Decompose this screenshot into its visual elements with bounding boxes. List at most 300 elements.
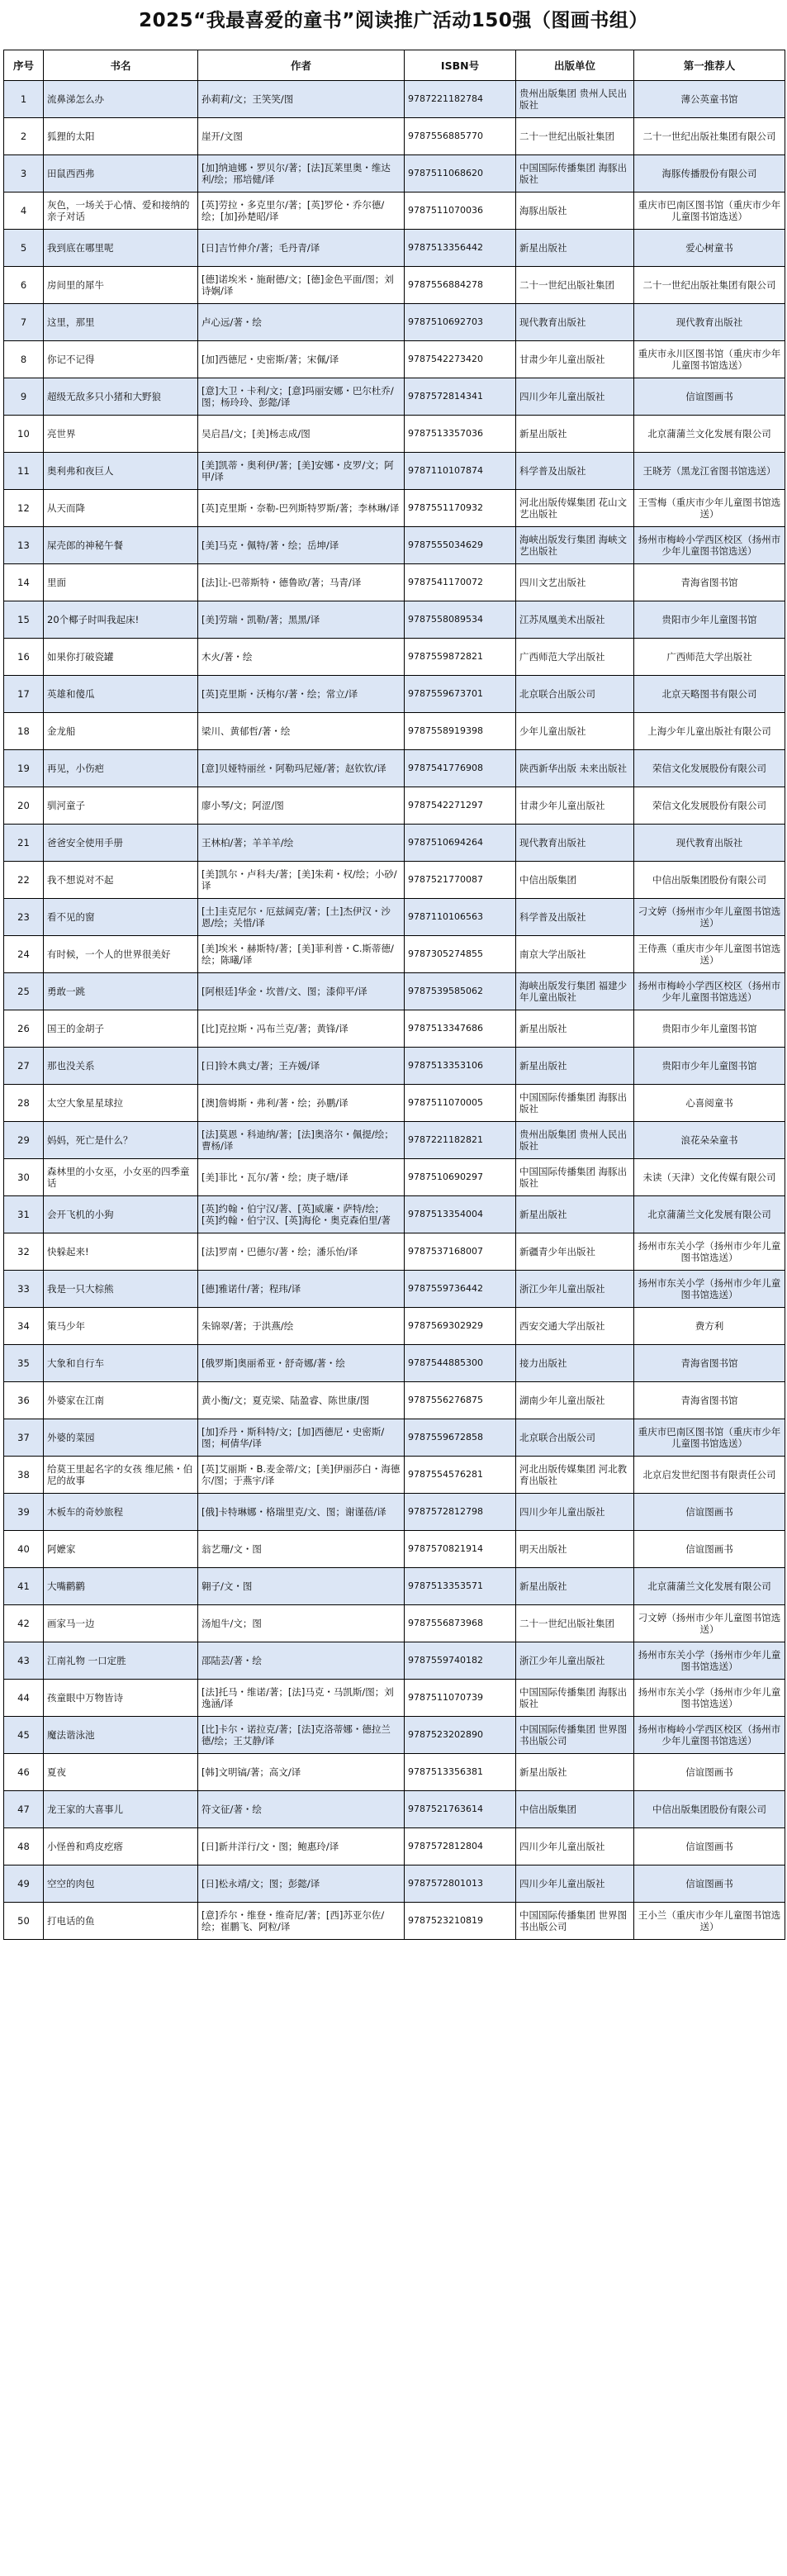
cell-recommender: 重庆市永川区图书馆（重庆市少年儿童图书馆选送） [634,341,785,378]
cell-author: [美]劳瑞・凯勒/著；黑黑/译 [198,601,405,639]
cell-isbn: 9787541170072 [405,564,516,601]
table-row [4,713,785,750]
cell-isbn: 9787544885300 [405,1345,516,1382]
table-row [4,750,785,787]
cell-isbn: 9787570821914 [405,1531,516,1568]
cell-no: 6 [4,267,44,304]
cell-publisher: 新星出版社 [516,1048,634,1085]
cell-publisher: 北京联合出版公司 [516,676,634,713]
cell-no: 18 [4,713,44,750]
header-recommender: 第一推荐人 [634,50,785,81]
cell-no: 14 [4,564,44,601]
cell-isbn: 9787558089534 [405,601,516,639]
table-row [4,1196,785,1233]
cell-isbn: 9787559672858 [405,1419,516,1457]
cell-author: 孙莉莉/文；王笑笑/图 [198,81,405,118]
cell-isbn: 9787572814341 [405,378,516,416]
cell-no: 10 [4,416,44,453]
cell-recommender: 二十一世纪出版社集团有限公司 [634,118,785,155]
cell-publisher: 科学普及出版社 [516,899,634,936]
table-row [4,639,785,676]
cell-no: 30 [4,1159,44,1196]
cell-book-title: 那也没关系 [44,1048,198,1085]
table-row [4,1605,785,1642]
cell-book-title: 再见，小伤疤 [44,750,198,787]
table-row [4,1494,785,1531]
cell-book-title: 屎壳郎的神秘午餐 [44,527,198,564]
table-row [4,936,785,973]
table-row [4,230,785,267]
cell-recommender: 薄公英童书馆 [634,81,785,118]
table-row [4,304,785,341]
cell-book-title: 太空大象星星球拉 [44,1085,198,1122]
cell-publisher: 海峡出版发行集团 福建少年儿童出版社 [516,973,634,1010]
cell-isbn: 9787523202890 [405,1717,516,1754]
table-row [4,1791,785,1828]
cell-no: 2 [4,118,44,155]
cell-book-title: 你记不记得 [44,341,198,378]
cell-author: [日]新井洋行/文・图；鲍惠玲/译 [198,1828,405,1865]
cell-book-title: 孩童眼中万物皆诗 [44,1680,198,1717]
cell-no: 40 [4,1531,44,1568]
cell-publisher: 河北出版传媒集团 河北教育出版社 [516,1457,634,1494]
table-row [4,1568,785,1605]
cell-author: 梁川、黄郁哲/著・绘 [198,713,405,750]
table-row [4,378,785,416]
table-row [4,1345,785,1382]
cell-author: [法]莫恩・科迪纳/著；[法]奥洛尔・佩提/绘；曹杨/译 [198,1122,405,1159]
cell-book-title: 魔法谐泳池 [44,1717,198,1754]
cell-book-title: 这里，那里 [44,304,198,341]
cell-isbn: 9787511068620 [405,155,516,192]
table-row [4,527,785,564]
cell-book-title: 有时候，一个人的世界很美好 [44,936,198,973]
cell-book-title: 爸爸安全使用手册 [44,825,198,862]
cell-recommender: 刁文婷（扬州市少年儿童图书馆选送） [634,899,785,936]
cell-publisher: 四川少年儿童出版社 [516,1494,634,1531]
table-row [4,1233,785,1271]
table-row [4,1680,785,1717]
cell-author: 廖小琴/文；阿涩/图 [198,787,405,825]
cell-no: 3 [4,155,44,192]
cell-author: [加]乔丹・斯科特/文；[加]西德尼・史密斯/图；柯倩华/译 [198,1419,405,1457]
cell-author: [英]克里斯・沃梅尔/著・绘；常立/译 [198,676,405,713]
cell-no: 41 [4,1568,44,1605]
cell-isbn: 9787539585062 [405,973,516,1010]
cell-author: [日]铃木典丈/著；王卉媛/译 [198,1048,405,1085]
cell-publisher: 河北出版传媒集团 花山文艺出版社 [516,490,634,527]
cell-book-title: 房间里的犀牛 [44,267,198,304]
cell-author: [法]罗南・巴德尔/著・绘；潘乐怡/译 [198,1233,405,1271]
cell-book-title: 画家马一边 [44,1605,198,1642]
table-row [4,1271,785,1308]
header-isbn: ISBN号 [405,50,516,81]
cell-author: [日]松永靖/文；图；彭懿/译 [198,1865,405,1903]
cell-recommender: 现代教育出版社 [634,825,785,862]
cell-no: 21 [4,825,44,862]
cell-publisher: 二十一世纪出版社集团 [516,1605,634,1642]
cell-publisher: 新星出版社 [516,230,634,267]
cell-book-title: 我不想说对不起 [44,862,198,899]
cell-book-title: 大象和自行车 [44,1345,198,1382]
cell-no: 38 [4,1457,44,1494]
cell-author: [英]劳拉・多克里尔/著；[英]罗伦・乔尔德/绘；[加]孙楚昭/译 [198,192,405,230]
cell-publisher: 二十一世纪出版社集团 [516,267,634,304]
cell-isbn: 9787541776908 [405,750,516,787]
cell-no: 8 [4,341,44,378]
cell-isbn: 9787513357036 [405,416,516,453]
cell-recommender: 未读（天津）文化传媒有限公司 [634,1159,785,1196]
cell-publisher: 浙江少年儿童出版社 [516,1642,634,1680]
table-row [4,1010,785,1048]
cell-no: 48 [4,1828,44,1865]
cell-no: 1 [4,81,44,118]
cell-recommender: 浪花朵朵童书 [634,1122,785,1159]
cell-publisher: 江苏凤凰美术出版社 [516,601,634,639]
cell-author: [法]托马・维诺/著；[法]马克・马凯斯/图；刘逸涵/译 [198,1680,405,1717]
cell-recommender: 重庆市巴南区图书馆（重庆市少年儿童图书馆选送） [634,192,785,230]
cell-isbn: 9787523210819 [405,1903,516,1940]
cell-publisher: 贵州出版集团 贵州人民出版社 [516,81,634,118]
cell-recommender: 北京蒲蒲兰文化发展有限公司 [634,416,785,453]
cell-publisher: 中信出版集团 [516,1791,634,1828]
cell-recommender: 海豚传播股份有限公司 [634,155,785,192]
cell-publisher: 少年儿童出版社 [516,713,634,750]
cell-no: 34 [4,1308,44,1345]
cell-book-title: 江南礼物 一口定胜 [44,1642,198,1680]
cell-author: [意]乔尔・维登・维奇尼/著；[西]苏亚尔佐/绘；崔鹏飞、阿粒/译 [198,1903,405,1940]
cell-book-title: 打电话的鱼 [44,1903,198,1940]
cell-book-title: 我到底在哪里呢 [44,230,198,267]
cell-book-title: 如果你打破瓷罐 [44,639,198,676]
cell-author: 朱锦翠/著；于洪燕/绘 [198,1308,405,1345]
cell-no: 37 [4,1419,44,1457]
cell-author: [英]艾丽斯・B.麦金蒂/文；[美]伊丽莎白・海德尔/图；于燕宇/译 [198,1457,405,1494]
cell-author: [土]圭克尼尔・厄兹阔克/著；[土]杰伊汉・沙恩/绘；关惜/译 [198,899,405,936]
cell-recommender: 贵阳市少年儿童图书馆 [634,1048,785,1085]
cell-isbn: 9787221182821 [405,1122,516,1159]
table-row [4,118,785,155]
cell-isbn: 9787305274855 [405,936,516,973]
cell-author: [日]吉竹伸介/著；毛丹青/译 [198,230,405,267]
cell-book-title: 看不见的窗 [44,899,198,936]
table-row [4,899,785,936]
cell-publisher: 陕西新华出版 未来出版社 [516,750,634,787]
header-no: 序号 [4,50,44,81]
cell-no: 25 [4,973,44,1010]
cell-recommender: 荣信文化发展股份有限公司 [634,787,785,825]
cell-no: 22 [4,862,44,899]
cell-recommender: 荣信文化发展股份有限公司 [634,750,785,787]
cell-publisher: 中国国际传播集团 海豚出版社 [516,1680,634,1717]
cell-publisher: 中国国际传播集团 世界图书出版公司 [516,1903,634,1940]
cell-recommender: 信谊图画书 [634,1531,785,1568]
cell-book-title: 奥利弗和夜巨人 [44,453,198,490]
cell-recommender: 扬州市梅岭小学西区校区（扬州市少年儿童图书馆选送） [634,1717,785,1754]
cell-book-title: 小怪兽和鸡皮疙瘩 [44,1828,198,1865]
cell-isbn: 9787510694264 [405,825,516,862]
cell-isbn: 9787221182784 [405,81,516,118]
cell-recommender: 贵阳市少年儿童图书馆 [634,601,785,639]
cell-book-title: 妈妈，死亡是什么？ [44,1122,198,1159]
cell-isbn: 9787513347686 [405,1010,516,1048]
cell-publisher: 湖南少年儿童出版社 [516,1382,634,1419]
cell-publisher: 四川少年儿童出版社 [516,1865,634,1903]
cell-book-title: 木板车的奇妙旅程 [44,1494,198,1531]
cell-isbn: 9787521770087 [405,862,516,899]
cell-author: 翁艺珊/文・图 [198,1531,405,1568]
cell-book-title: 灰色，一场关于心情、爱和接纳的亲子对话 [44,192,198,230]
table-row [4,192,785,230]
table-row [4,973,785,1010]
cell-recommender: 扬州市东关小学（扬州市少年儿童图书馆选送） [634,1680,785,1717]
cell-book-title: 给莫王里起名字的女孩 维尼熊・伯尼的故事 [44,1457,198,1494]
cell-no: 23 [4,899,44,936]
cell-recommender: 信谊图画书 [634,1494,785,1531]
cell-no: 33 [4,1271,44,1308]
cell-isbn: 9787521763614 [405,1791,516,1828]
table-row [4,341,785,378]
cell-no: 9 [4,378,44,416]
cell-no: 17 [4,676,44,713]
cell-publisher: 中信出版集团 [516,862,634,899]
cell-isbn: 9787542273420 [405,341,516,378]
cell-publisher: 西安交通大学出版社 [516,1308,634,1345]
cell-isbn: 9787537168007 [405,1233,516,1271]
cell-recommender: 信谊图画书 [634,1754,785,1791]
cell-publisher: 科学普及出版社 [516,453,634,490]
cell-isbn: 9787554576281 [405,1457,516,1494]
cell-author: 吴启昌/文；[美]杨志成/图 [198,416,405,453]
cell-no: 46 [4,1754,44,1791]
cell-isbn: 9787555034629 [405,527,516,564]
cell-publisher: 北京联合出版公司 [516,1419,634,1457]
cell-no: 29 [4,1122,44,1159]
table-row [4,1903,785,1940]
table-row [4,1531,785,1568]
cell-publisher: 甘肃少年儿童出版社 [516,787,634,825]
cell-isbn: 9787559740182 [405,1642,516,1680]
cell-book-title: 驯河童子 [44,787,198,825]
cell-recommender: 爱心树童书 [634,230,785,267]
cell-no: 42 [4,1605,44,1642]
cell-author: 黄小衡/文；夏克梁、陆盈睿、陈世康/图 [198,1382,405,1419]
cell-no: 19 [4,750,44,787]
cell-recommender: 扬州市东关小学（扬州市少年儿童图书馆选送） [634,1271,785,1308]
cell-recommender: 扬州市东关小学（扬州市少年儿童图书馆选送） [634,1642,785,1680]
cell-author: 汤旭牛/文；图 [198,1605,405,1642]
cell-publisher: 贵州出版集团 贵州人民出版社 [516,1122,634,1159]
cell-book-title: 勇敢一跳 [44,973,198,1010]
cell-no: 5 [4,230,44,267]
table-row [4,267,785,304]
cell-author: [德]诺埃米・施耐德/文；[德]金色平面/图；刘诗娴/译 [198,267,405,304]
cell-isbn: 9787558919398 [405,713,516,750]
cell-publisher: 中国国际传播集团 海豚出版社 [516,155,634,192]
cell-book-title: 龙王家的大喜事儿 [44,1791,198,1828]
cell-book-title: 从天而降 [44,490,198,527]
cell-recommender: 二十一世纪出版社集团有限公司 [634,267,785,304]
table-row [4,81,785,118]
table-row [4,1754,785,1791]
cell-isbn: 9787572801013 [405,1865,516,1903]
cell-recommender: 信谊图画书 [634,378,785,416]
table-row [4,601,785,639]
cell-book-title: 金龙船 [44,713,198,750]
cell-isbn: 9787513353106 [405,1048,516,1085]
cell-publisher: 二十一世纪出版社集团 [516,118,634,155]
cell-publisher: 四川文艺出版社 [516,564,634,601]
cell-author: [加]纳迪娜・罗贝尔/著；[法]瓦莱里奥・维达利/绘；邢培健/译 [198,155,405,192]
table-row [4,676,785,713]
cell-recommender: 心喜阅童书 [634,1085,785,1122]
table-row [4,1717,785,1754]
cell-book-title: 夏夜 [44,1754,198,1791]
cell-book-title: 狐狸的太阳 [44,118,198,155]
table-row [4,453,785,490]
cell-book-title: 快躲起来! [44,1233,198,1271]
cell-no: 28 [4,1085,44,1122]
cell-no: 15 [4,601,44,639]
cell-publisher: 新疆青少年出版社 [516,1233,634,1271]
cell-recommender: 王侍燕（重庆市少年儿童图书馆选送） [634,936,785,973]
cell-isbn: 9787513356381 [405,1754,516,1791]
cell-book-title: 英雄和傻瓜 [44,676,198,713]
cell-book-title: 20个椰子时叫我起床! [44,601,198,639]
cell-isbn: 9787510692703 [405,304,516,341]
cell-no: 31 [4,1196,44,1233]
cell-author: [德]雅诺什/著；程玮/译 [198,1271,405,1308]
header-publisher: 出版单位 [516,50,634,81]
cell-author: 王林柏/著；羊羊羊/绘 [198,825,405,862]
cell-author: 木火/著・绘 [198,639,405,676]
cell-recommender: 广西师范大学出版社 [634,639,785,676]
cell-recommender: 贵阳市少年儿童图书馆 [634,1010,785,1048]
cell-publisher: 现代教育出版社 [516,825,634,862]
table-row [4,1828,785,1865]
cell-isbn: 9787511070036 [405,192,516,230]
cell-recommender: 青海省图书馆 [634,564,785,601]
cell-book-title: 森林里的小女巫，小女巫的四季童话 [44,1159,198,1196]
cell-book-title: 超级无敌多只小猪和大野狼 [44,378,198,416]
cell-book-title: 里面 [44,564,198,601]
table-row [4,787,785,825]
cell-author: [美]埃米・赫斯特/著；[美]菲利普・C.斯蒂德/绘；陈曦/译 [198,936,405,973]
cell-isbn: 9787511070739 [405,1680,516,1717]
cell-publisher: 接力出版社 [516,1345,634,1382]
cell-no: 16 [4,639,44,676]
table-row [4,1865,785,1903]
cell-isbn: 9787556884278 [405,267,516,304]
cell-author: 符文征/著・绘 [198,1791,405,1828]
cell-recommender: 信谊图画书 [634,1865,785,1903]
cell-no: 11 [4,453,44,490]
cell-recommender: 现代教育出版社 [634,304,785,341]
cell-publisher: 现代教育出版社 [516,304,634,341]
cell-no: 20 [4,787,44,825]
cell-no: 39 [4,1494,44,1531]
cell-author: [法]让-巴蒂斯特・德鲁欧/著；马青/译 [198,564,405,601]
cell-author: [阿根廷]华金・坎普/文、图；漆仰平/译 [198,973,405,1010]
cell-recommender: 北京天略图书有限公司 [634,676,785,713]
cell-isbn: 9787559872821 [405,639,516,676]
cell-isbn: 9787569302929 [405,1308,516,1345]
cell-no: 32 [4,1233,44,1271]
cell-book-title: 阿嬷家 [44,1531,198,1568]
cell-publisher: 浙江少年儿童出版社 [516,1271,634,1308]
cell-isbn: 9787559673701 [405,676,516,713]
cell-recommender: 青海省图书馆 [634,1382,785,1419]
cell-no: 45 [4,1717,44,1754]
cell-author: 翱子/文・图 [198,1568,405,1605]
cell-recommender: 北京启发世纪图书有限责任公司 [634,1457,785,1494]
cell-author: [俄罗斯]奥丽希亚・舒奇娜/著・绘 [198,1345,405,1382]
cell-author: [美]菲比・瓦尔/著・绘；庚子塘/译 [198,1159,405,1196]
cell-no: 4 [4,192,44,230]
cell-no: 35 [4,1345,44,1382]
document-title: 2025“我最喜爱的童书”阅读推广活动150强（图画书组） [139,10,648,31]
table-row [4,1642,785,1680]
cell-author: [美]马克・佩特/著・绘；岳坤/译 [198,527,405,564]
cell-no: 49 [4,1865,44,1903]
header-author: 作者 [198,50,405,81]
cell-book-title: 策马少年 [44,1308,198,1345]
table-row [4,1382,785,1419]
cell-no: 36 [4,1382,44,1419]
cell-isbn: 9787556885770 [405,118,516,155]
cell-publisher: 甘肃少年儿童出版社 [516,341,634,378]
cell-publisher: 明天出版社 [516,1531,634,1568]
cell-no: 7 [4,304,44,341]
cell-no: 43 [4,1642,44,1680]
cell-no: 24 [4,936,44,973]
cell-book-title: 亮世界 [44,416,198,453]
table-row [4,1457,785,1494]
cell-publisher: 广西师范大学出版社 [516,639,634,676]
cell-recommender: 中信出版集团股份有限公司 [634,862,785,899]
cell-isbn: 9787556873968 [405,1605,516,1642]
cell-author: [意]大卫・卡利/文；[意]玛丽安娜・巴尔杜乔/图；杨玲玲、彭懿/译 [198,378,405,416]
cell-no: 12 [4,490,44,527]
cell-book-title: 大嘴鹳鹳 [44,1568,198,1605]
cell-author: 卢心远/著・绘 [198,304,405,341]
cell-publisher: 海峡出版发行集团 海峡文艺出版社 [516,527,634,564]
cell-isbn: 9787110106563 [405,899,516,936]
cell-author: [英]克里斯・奈勒-巴列斯特罗斯/著；李林琳/译 [198,490,405,527]
cell-book-title: 我是一只大棕熊 [44,1271,198,1308]
cell-no: 26 [4,1010,44,1048]
cell-book-title: 空空的肉包 [44,1865,198,1903]
cell-recommender: 王小兰（重庆市少年儿童图书馆选送） [634,1903,785,1940]
cell-author: 崖开/文图 [198,118,405,155]
table-row [4,1085,785,1122]
cell-publisher: 海豚出版社 [516,192,634,230]
cell-publisher: 新星出版社 [516,416,634,453]
table-header-row [4,50,785,81]
cell-isbn: 9787551170932 [405,490,516,527]
cell-publisher: 新星出版社 [516,1010,634,1048]
cell-recommender: 扬州市梅岭小学西区校区（扬州市少年儿童图书馆选送） [634,973,785,1010]
cell-isbn: 9787510690297 [405,1159,516,1196]
cell-isbn: 9787513353571 [405,1568,516,1605]
cell-publisher: 中国国际传播集团 海豚出版社 [516,1085,634,1122]
cell-publisher: 新星出版社 [516,1196,634,1233]
cell-recommender: 刁文婷（扬州市少年儿童图书馆选送） [634,1605,785,1642]
cell-publisher: 新星出版社 [516,1568,634,1605]
cell-isbn: 9787513354004 [405,1196,516,1233]
cell-recommender: 王雪梅（重庆市少年儿童图书馆选送） [634,490,785,527]
cell-isbn: 9787513356442 [405,230,516,267]
